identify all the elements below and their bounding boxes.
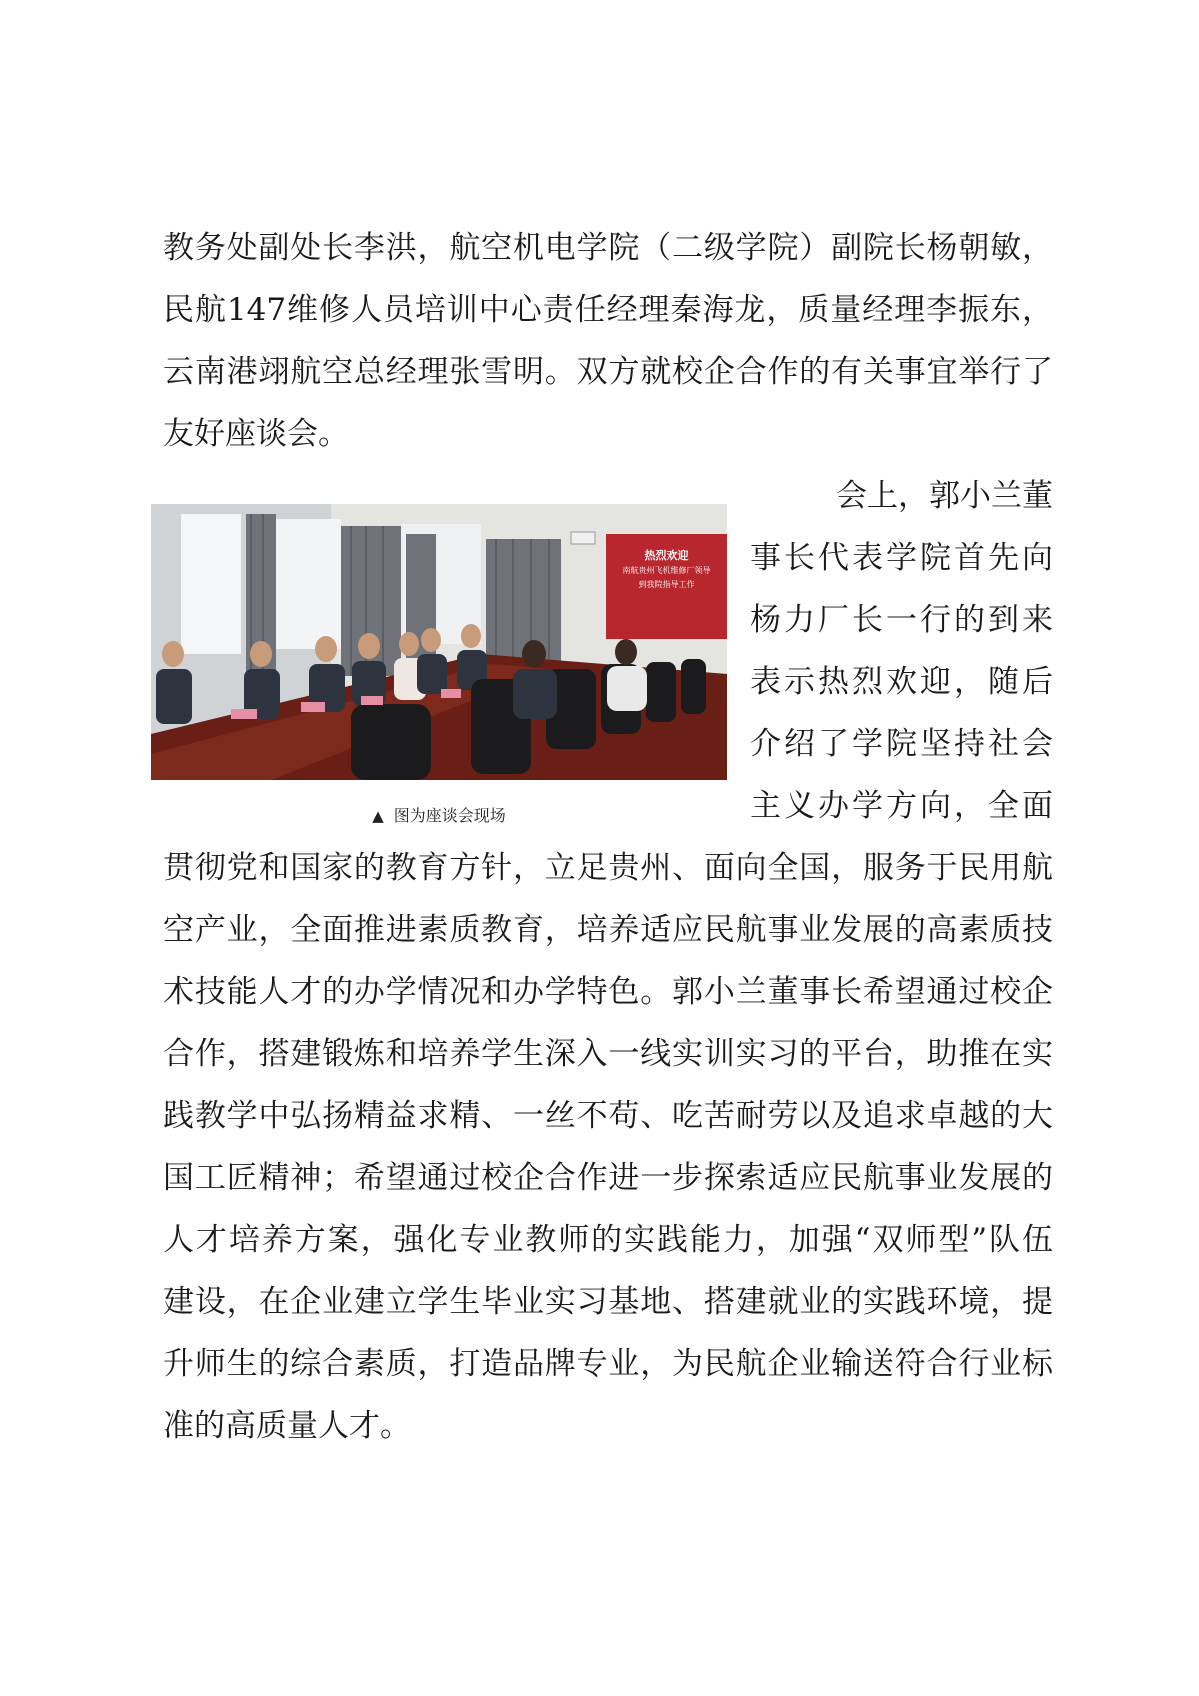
text-line: 准的高质量人才。 [163, 1408, 411, 1444]
text-line: 空产业，全面推进素质教育，培养适应民航事业发展的高素质技 [163, 912, 1053, 948]
photo-caption [151, 803, 727, 826]
text-line: 贯彻党和国家的教育方针，立足贵州、面向全国，服务于民用航 [163, 850, 1053, 886]
text-line: 主义办学方向，全面 [750, 788, 1053, 824]
text-line: 合作，搭建锻炼和培养学生深入一线实训实习的平台，助推在实 [163, 1036, 1053, 1072]
meeting-photo [151, 504, 727, 780]
projection-screen-text [606, 548, 727, 592]
text-line: 建设，在企业建立学生毕业实习基地、搭建就业的实践环境，提 [163, 1284, 1053, 1320]
text-line: 事长代表学院首先向 [750, 540, 1053, 576]
caption-text: 图为座谈会现场 [393, 806, 506, 825]
meeting-photo-graphic [151, 504, 727, 780]
text-line: 升师生的综合素质，打造品牌专业，为民航企业输送符合行业标 [163, 1346, 1053, 1382]
text-line: 杨力厂长一行的到来 [750, 602, 1053, 638]
text-line: 国工匠精神；希望通过校企合作进一步探索适应民航事业发展的 [163, 1160, 1053, 1196]
text-line: 教务处副处长李洪，航空机电学院（二级学院）副院长杨朝敏， [163, 230, 1053, 266]
text-line: 术技能人才的办学情况和办学特色。郭小兰董事长希望通过校企 [163, 974, 1053, 1010]
text-line: 云南港翊航空总经理张雪明。双方就校企合作的有关事宜举行了 [163, 354, 1053, 390]
triangle-icon: ▲ [372, 807, 384, 825]
screen-line: 热烈欢迎 [644, 549, 689, 562]
text-line: 践教学中弘扬精益求精、一丝不苟、吃苦耐劳以及追求卓越的大 [163, 1098, 1053, 1134]
text-line: 表示热烈欢迎，随后 [750, 664, 1053, 700]
screen-line: 南航贵州飞机维修厂领导 [622, 566, 711, 575]
text-line: 民航147维修人员培训中心责任经理秦海龙，质量经理李振东， [163, 292, 1053, 328]
text-line: 介绍了学院坚持社会 [750, 726, 1053, 762]
screen-line: 到我院指导工作 [638, 580, 695, 589]
text-line: 会上，郭小兰董 [836, 478, 1053, 514]
text-line: 人才培养方案，强化专业教师的实践能力，加强“双师型”队伍 [163, 1222, 1053, 1258]
text-line: 友好座谈会。 [163, 416, 349, 452]
